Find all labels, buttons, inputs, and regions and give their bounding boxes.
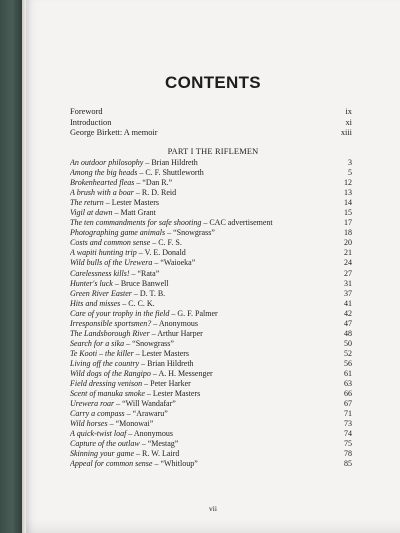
entry-page: 14 <box>344 198 352 208</box>
entry-title: Green River Easter <box>70 288 132 298</box>
entry-author: – Lester Masters <box>133 348 190 358</box>
entry-title: Te Kooti – the killer <box>70 348 134 358</box>
contents-entry <box>70 248 352 258</box>
entry-text <box>70 429 173 439</box>
entry-title: Wild bulls of the Urewera <box>70 258 153 268</box>
entry-title: The ten commandments for safe shooting <box>70 218 202 228</box>
entry-page: 67 <box>344 399 352 409</box>
entry-author: – Brian Hildreth <box>139 358 194 368</box>
entry-title: Capture of the outlaw <box>70 439 140 449</box>
entry-page: 56 <box>344 358 352 368</box>
contents-entry <box>70 198 352 208</box>
entry-text <box>70 399 176 409</box>
entry-title: Costs and common sense <box>70 238 151 248</box>
entry-text <box>70 299 155 309</box>
entry-text <box>70 339 174 349</box>
entry-title: Among the big heads <box>70 168 138 178</box>
entry-text <box>70 178 172 188</box>
front-matter-list <box>70 107 352 139</box>
entry-page: 73 <box>344 419 352 429</box>
entry-text <box>70 319 198 329</box>
entry-title: Irresponsible sportsmen? <box>70 318 152 328</box>
entry-author: – V. E. Donald <box>136 248 186 258</box>
entry-text <box>70 248 186 258</box>
entry-title: Wild horses <box>70 419 108 429</box>
front-matter-title: George Birkett: A memoir <box>70 128 158 137</box>
entry-author: – R. W. Laird <box>134 449 180 459</box>
entry-page: 12 <box>344 178 352 188</box>
contents-entry <box>70 369 352 379</box>
contents-entry <box>70 409 352 419</box>
entry-text <box>70 228 215 238</box>
entry-text <box>70 258 195 268</box>
entry-text <box>70 168 204 178</box>
entry-page: 21 <box>344 248 352 258</box>
entry-title: Photographing game animals <box>70 228 166 238</box>
entry-title: Scent of manuka smoke <box>70 389 145 399</box>
front-matter-item <box>70 118 352 129</box>
contents-entry <box>70 299 352 309</box>
entry-title: Living off the country <box>70 358 140 368</box>
contents-entry <box>70 168 352 178</box>
entry-author: – “Rata” <box>129 268 160 278</box>
entry-page: 61 <box>344 368 352 378</box>
entry-text <box>70 309 218 319</box>
entry-author: – D. T. B. <box>131 288 166 298</box>
entry-text <box>70 349 189 359</box>
entry-author: – Anonymous <box>126 429 173 439</box>
entry-page: 13 <box>344 188 352 198</box>
contents-entry <box>70 319 352 329</box>
entry-page: 5 <box>348 168 352 178</box>
entry-text <box>70 198 159 208</box>
entry-title: The Landsborough River <box>70 328 150 338</box>
entry-author: – R. D. Reid <box>133 188 177 198</box>
contents-entry <box>70 309 352 319</box>
entry-author: – Lester Masters <box>144 389 201 399</box>
entry-page: 71 <box>344 409 352 419</box>
entry-page: 17 <box>344 218 352 228</box>
entry-page: 20 <box>344 238 352 248</box>
contents-entry <box>70 389 352 399</box>
entry-title: An outdoor philosophy <box>70 158 144 167</box>
entry-author: – G. F. Palmer <box>169 308 218 318</box>
contents-entry <box>70 379 352 389</box>
contents-entry <box>70 399 352 409</box>
entry-page: 41 <box>344 298 352 308</box>
entry-author: – “Snowgrass” <box>165 228 215 238</box>
entry-text <box>70 208 156 218</box>
entry-text <box>70 459 198 469</box>
entry-author: – A. H. Messenger <box>150 368 213 378</box>
entry-author: – Bruce Banwell <box>112 278 169 288</box>
entry-text <box>70 369 213 379</box>
front-matter-item <box>70 128 352 139</box>
entry-page: 15 <box>344 208 352 218</box>
entry-title: Carry a compass <box>70 409 125 419</box>
contents-list <box>70 158 352 469</box>
entry-author: – Matt Grant <box>112 208 156 218</box>
front-matter-title: Foreword <box>70 107 103 116</box>
contents-entry <box>70 339 352 349</box>
entry-page: 3 <box>348 158 352 167</box>
entry-author: – “Arawaru” <box>124 409 168 419</box>
contents-entry <box>70 228 352 238</box>
entry-title: Skinning your game <box>70 449 134 459</box>
entry-page: 31 <box>344 278 352 288</box>
entry-text <box>70 449 179 459</box>
entry-author: – “Dan R.” <box>134 178 173 188</box>
contents-entry <box>70 449 352 459</box>
entry-author: – Arthur Harper <box>149 328 203 338</box>
book-spine <box>0 0 22 533</box>
contents-entry <box>70 329 352 339</box>
entry-author: – “Mestag” <box>139 439 179 449</box>
entry-author: – Brian Hildreth <box>143 158 198 167</box>
entry-author: – Anonymous <box>151 318 198 328</box>
entry-title: Brokenhearted fleas <box>70 178 135 188</box>
front-matter-item <box>70 107 352 118</box>
entry-page: 50 <box>344 338 352 348</box>
entry-title: Hits and misses <box>70 298 121 308</box>
entry-author: – “Snowgrass” <box>124 338 174 348</box>
front-matter-title: Introduction <box>70 117 112 127</box>
front-matter-page: xiii <box>340 128 352 137</box>
entry-page: 37 <box>344 288 352 298</box>
front-matter-page: xi <box>345 117 352 127</box>
front-matter-page: ix <box>345 107 352 116</box>
contents-entry <box>70 188 352 198</box>
contents-entry <box>70 218 352 228</box>
contents-entry <box>70 178 352 188</box>
entry-page: 47 <box>344 318 352 328</box>
entry-author: – Peter Harker <box>142 379 191 389</box>
entry-title: A wapiti hunting trip <box>70 248 137 258</box>
entry-text <box>70 218 273 228</box>
entry-page: 18 <box>344 228 352 238</box>
entry-title: A brush with a boar <box>70 188 134 198</box>
entry-page: 74 <box>344 429 352 439</box>
entry-text <box>70 238 182 248</box>
part-heading: PART I THE RIFLEMEN <box>167 147 259 156</box>
entry-author: – “Waioeka” <box>152 258 196 268</box>
entry-title: Carelessness kills! <box>70 268 130 278</box>
entry-title: The return <box>70 198 104 208</box>
entry-text <box>70 158 198 168</box>
entry-page: 24 <box>344 258 352 268</box>
entry-author: – C. C. K. <box>120 298 155 308</box>
entry-text <box>70 409 168 419</box>
page-shadow <box>26 519 400 533</box>
entry-page: 48 <box>344 328 352 338</box>
entry-title: Field dressing venison <box>70 379 143 389</box>
entry-text <box>70 359 194 369</box>
entry-title: A quick-twist loaf <box>70 429 127 439</box>
entry-page: 78 <box>344 449 352 459</box>
page-title: CONTENTS <box>165 73 261 92</box>
entry-text <box>70 279 169 289</box>
contents-entry <box>70 289 352 299</box>
contents-entry <box>70 279 352 289</box>
entry-title: Care of your trophy in the field <box>70 308 170 318</box>
entry-title: Wild dogs of the Rangipo <box>70 368 151 378</box>
contents-entry <box>70 158 352 168</box>
entry-title: Search for a sika <box>70 338 125 348</box>
entry-page: 75 <box>344 439 352 449</box>
contents-entry <box>70 258 352 268</box>
entry-author: – Lester Masters <box>103 198 160 208</box>
contents-entry <box>70 439 352 449</box>
entry-text <box>70 389 200 399</box>
entry-title: Appeal for common sense <box>70 459 153 469</box>
entry-page: 27 <box>344 268 352 278</box>
entry-author: – “Whitloup” <box>152 459 198 469</box>
entry-page: 85 <box>344 459 352 469</box>
entry-page: 63 <box>344 379 352 389</box>
entry-page: 52 <box>344 348 352 358</box>
contents-entry <box>70 269 352 279</box>
entry-title: Urewera roar <box>70 399 115 409</box>
entry-author: – CAC advertisement <box>201 218 273 228</box>
entry-text <box>70 379 191 389</box>
entry-text <box>70 188 176 198</box>
entry-author: – “Monowai” <box>107 419 154 429</box>
contents-entry <box>70 359 352 369</box>
contents-entry <box>70 208 352 218</box>
entry-page: 42 <box>344 308 352 318</box>
entry-page: 66 <box>344 389 352 399</box>
entry-title: Hunter's luck <box>70 278 113 288</box>
page-number: vii <box>209 504 217 513</box>
entry-text <box>70 269 159 279</box>
entry-author: – “Will Wandafar” <box>114 399 176 409</box>
contents-entry <box>70 419 352 429</box>
entry-text <box>70 329 203 339</box>
entry-author: – C. F. Shuttleworth <box>137 168 204 178</box>
entry-text <box>70 289 165 299</box>
entry-text <box>70 439 178 449</box>
entry-author: – C. F. S. <box>150 238 182 248</box>
contents-entry <box>70 238 352 248</box>
entry-text <box>70 419 153 429</box>
contents-entry <box>70 459 352 469</box>
entry-title: Vigil at dawn <box>70 208 113 218</box>
contents-entry <box>70 349 352 359</box>
contents-entry <box>70 429 352 439</box>
